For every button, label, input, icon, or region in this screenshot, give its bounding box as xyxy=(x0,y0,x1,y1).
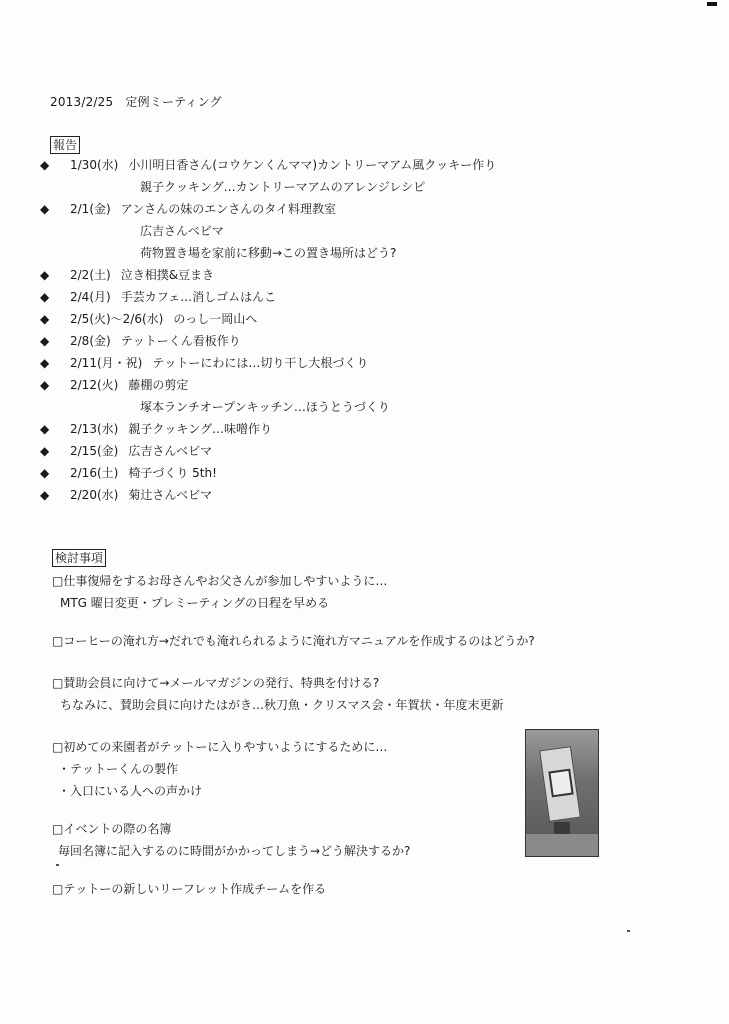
report-date: 2/15(金) xyxy=(70,444,119,458)
report-date: 2/11(月・祝) xyxy=(70,356,143,370)
document-title xyxy=(50,93,222,110)
report-subitem: 塚本ランチオープンキッチン…ほうとうづくり xyxy=(140,400,390,414)
report-item xyxy=(40,264,560,286)
diamond-bullet-icon: ◆ xyxy=(40,158,50,172)
spacer xyxy=(52,614,572,630)
diamond-bullet-icon: ◆ xyxy=(40,378,50,392)
diamond-bullet-icon: ◆ xyxy=(40,356,50,370)
report-text: テットーにわには…切り干し大根づくり xyxy=(152,356,369,370)
diamond-bullet-icon: ◆ xyxy=(40,202,50,216)
report-subitem: 荷物置き場を家前に移動→この置き場所はどう? xyxy=(140,246,397,260)
meeting-date: 2013/2/25 xyxy=(50,95,114,109)
report-date: 2/8(金) xyxy=(70,334,111,348)
diamond-bullet-icon: ◆ xyxy=(40,466,50,480)
exam-item: □イベントの際の名簿 xyxy=(52,822,172,836)
report-item xyxy=(40,462,560,484)
report-section-label: 報告 xyxy=(50,136,80,154)
report-text: 手芸カフェ…消しゴムはんこ xyxy=(120,290,277,304)
photo-sign-face xyxy=(548,769,573,798)
exam-item: □テットーの新しいリーフレット作成チームを作る xyxy=(52,882,327,896)
spacer xyxy=(52,652,572,672)
spacer xyxy=(52,862,572,878)
report-text: 藤棚の剪定 xyxy=(128,378,189,392)
exam-note: MTG 曜日変更・プレミーティングの日程を早める xyxy=(60,596,330,610)
report-subitem: 広吉さんベビマ xyxy=(140,224,224,238)
report-item xyxy=(40,418,560,440)
exam-note: 毎回名簿に記入するのに時間がかかってしまう→どう解決するか? xyxy=(58,844,411,858)
exam-item: □仕事復帰をするお母さんやお父さんが参加しやすいように… xyxy=(52,574,388,588)
scan-speck xyxy=(56,864,59,866)
diamond-bullet-icon: ◆ xyxy=(40,290,50,304)
diamond-bullet-icon: ◆ xyxy=(40,422,50,436)
report-text: 小川明日香さん(コウケンくんママ)カントリーマアム風クッキー作り xyxy=(128,158,497,172)
spacer xyxy=(52,716,572,736)
report-date: 1/30(水) xyxy=(70,158,119,172)
photo-ground xyxy=(526,834,598,856)
exam-item: □初めての来園者がテットーに入りやすいようにするために… xyxy=(52,740,388,754)
diamond-bullet-icon: ◆ xyxy=(40,312,50,326)
report-item xyxy=(40,308,560,330)
diamond-bullet-icon: ◆ xyxy=(40,488,50,502)
report-date: 2/20(水) xyxy=(70,488,119,502)
report-list xyxy=(40,154,560,506)
report-item xyxy=(40,330,560,352)
report-date: 2/13(水) xyxy=(70,422,119,436)
tetto-kun-photo xyxy=(525,729,599,857)
report-item xyxy=(40,286,560,308)
scan-speck xyxy=(627,930,630,932)
report-date: 2/12(火) xyxy=(70,378,119,392)
meeting-name: 定例ミーティング xyxy=(125,95,222,109)
report-text: のっし一岡山へ xyxy=(173,312,258,326)
report-text: 菊辻さんベビマ xyxy=(128,488,213,502)
scan-corner-mark xyxy=(707,2,717,6)
report-text: 親子クッキング…味噌作り xyxy=(128,422,272,436)
report-item xyxy=(40,484,560,506)
exam-note: ・テットーくんの製作 xyxy=(58,762,179,776)
report-text: アンさんの妹のエンさんのタイ料理教室 xyxy=(120,202,336,216)
report-text: 椅子づくり 5th! xyxy=(128,466,217,480)
report-item xyxy=(40,198,560,220)
report-date: 2/16(土) xyxy=(70,466,119,480)
report-text: 泣き相撲&豆まき xyxy=(120,268,215,282)
report-item xyxy=(40,440,560,462)
report-date: 2/1(金) xyxy=(70,202,111,216)
exam-note: ちなみに、賛助会員に向けたはがき…秋刀魚・クリスマス会・年賀状・年度末更新 xyxy=(60,698,504,712)
diamond-bullet-icon: ◆ xyxy=(40,334,50,348)
exam-item: □賛助会員に向けて→メールマガジンの発行、特典を付ける? xyxy=(52,676,380,690)
spacer xyxy=(52,802,572,818)
exam-item: □コーヒーの淹れ方→だれでも淹れられるように淹れ方マニュアルを作成するのはどうか? xyxy=(52,634,535,648)
report-text: 広吉さんベビマ xyxy=(128,444,213,458)
report-item xyxy=(40,352,560,374)
report-subitem: 親子クッキング…カントリーマアムのアレンジレシピ xyxy=(140,180,426,194)
report-item xyxy=(40,154,560,176)
report-date: 2/5(火)〜2/6(水) xyxy=(70,312,164,326)
report-item xyxy=(40,374,560,396)
exam-note: ・入口にいる人への声かけ xyxy=(58,784,203,798)
diamond-bullet-icon: ◆ xyxy=(40,268,50,282)
report-date: 2/2(土) xyxy=(70,268,111,282)
exam-section-label: 検討事項 xyxy=(52,549,106,567)
exam-list xyxy=(52,570,572,900)
diamond-bullet-icon: ◆ xyxy=(40,444,50,458)
report-date: 2/4(月) xyxy=(70,290,111,304)
report-text: テットーくん看板作り xyxy=(120,334,241,348)
